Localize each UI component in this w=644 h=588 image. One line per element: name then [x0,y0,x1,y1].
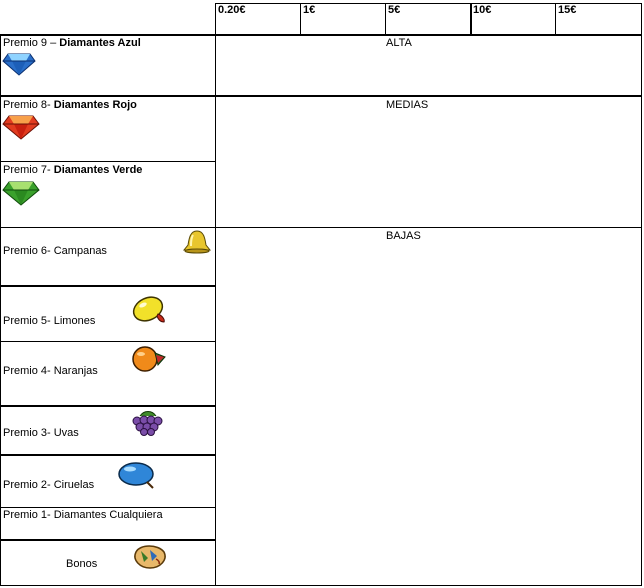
prize-3-label: Premio 3- Uvas [3,427,79,439]
grid-line [0,405,215,407]
category-alta: ALTA [386,37,412,49]
grapes-icon [130,410,166,436]
header-bet-15: 15€ [558,4,577,16]
orange-icon [130,345,168,373]
header-bet-0-20: 0.20€ [218,4,246,16]
grid-line [555,3,556,34]
grid-line [0,507,215,508]
grid-line [0,585,642,586]
prize-7-label [3,164,142,177]
red-diamond-icon [2,114,40,140]
prize-7-name: Diamantes Verde [53,164,143,176]
prize-1-label: Premio 1- Diamantes Cualquiera [3,509,163,521]
grid-line [300,3,301,34]
header-bet-10: 10€ [473,4,492,16]
prize-9-label [3,37,141,50]
prize-9-name: Diamantes Azul [59,37,141,49]
prize-6-label: Premio 6- Campanas [3,245,107,257]
grid-line [215,3,216,586]
header-bet-1: 1€ [303,4,316,16]
grid-line [0,285,215,287]
grid-line [0,95,642,97]
prize-7-prefix: Premio 7- [3,164,54,176]
prize-9-prefix: Premio 9 – [3,37,60,49]
prize-8-name: Diamantes Rojo [53,99,137,111]
blue-diamond-icon [2,52,36,76]
grid-line [0,161,215,162]
grid-line [641,3,642,586]
header-bet-5: 5€ [388,4,401,16]
grid-line [385,3,386,34]
bonus-label: Bonos [66,558,98,570]
prize-2-label: Premio 2- Ciruelas [3,479,95,491]
prize-8-prefix: Premio 8- [3,99,54,111]
category-medias: MEDIAS [386,99,429,111]
prize-8-label [3,99,137,112]
green-diamond-icon [2,180,40,206]
bonus-icon [132,542,168,570]
prize-5-label: Premio 5- Limones [3,315,96,327]
prize-4-label: Premio 4- Naranjas [3,365,98,377]
grid-line [215,3,642,4]
grid-line [0,539,215,541]
grid-line [0,34,1,586]
grid-line [0,34,642,36]
plum-icon [117,460,157,490]
grid-line [0,341,215,342]
grid-line [0,227,642,228]
category-bajas: BAJAS [386,230,421,242]
lemon-icon [130,292,168,324]
grid-line [470,3,472,34]
grid-line [0,454,215,456]
bell-icon [181,229,213,255]
